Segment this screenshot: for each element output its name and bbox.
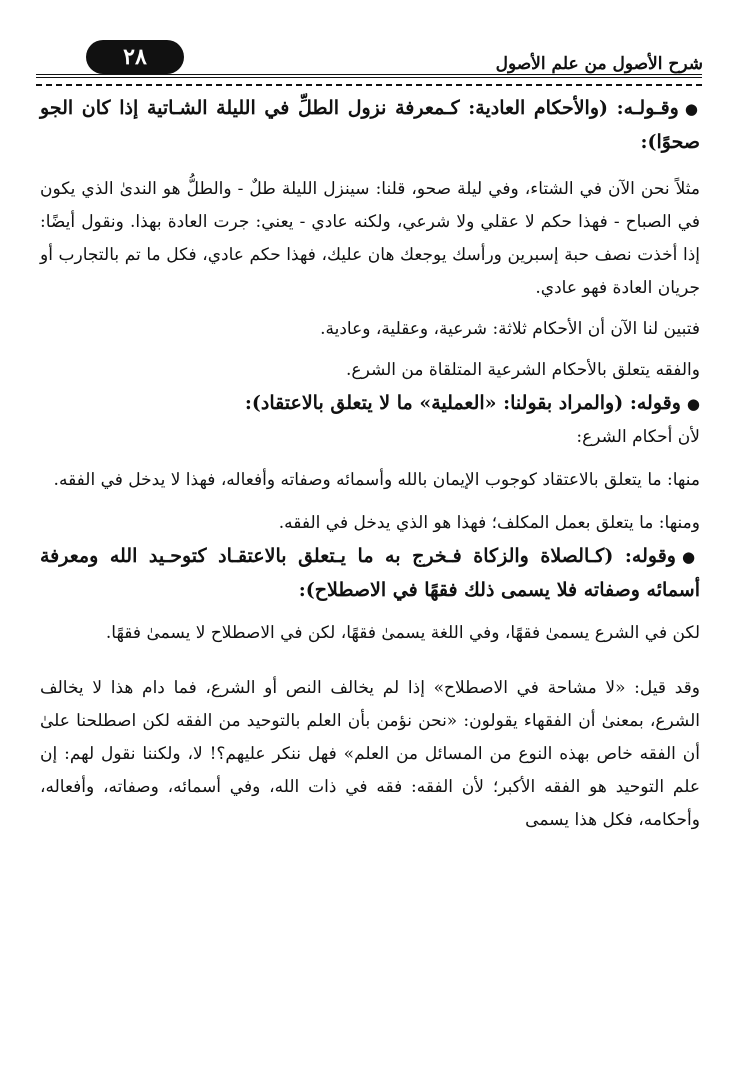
paragraph: منها: ما يتعلق بالاعتقاد كوجوب الإيمان بالله وأسمائه وصفاته وأفعاله، فهذا لا يدخل في الفقه. [53,470,700,490]
quoted-text-3: ●وقوله: (كـالصلاة والزكاة فـخرج به ما يـتعلق بالاعتقـاد كتوحـيد الله ومعرفة أسمائه وصفاته فلا يسمى ذلك فقهًا في الاصطلاح): [40,545,700,601]
paragraph: وقد قيل: «لا مشاحة في الاصطلاح» إذا لم يخالف النص أو الشرع، فما دام هذا لا يخالف الشرع، بمعنىٰ أن الفقهاء يقولون: «نحن نؤمن بأن العلم بالتوحيد من الفقه لكن اصطلحنا علىٰ أن الفقه خاص بهذه النوع من المسائل من العلم» فهل ننكر عليهم؟! لا، ولكننا نقول لهم: إن علم التوحيد هو الفقه الأكبر؛ لأن الفقه: فقه في ذات الله، وفي أسمائه، وصفاته، وأفعاله، وأحكامه، فكل هذا يسمى [40,678,700,830]
bullet-icon: ● [684,100,700,118]
paragraph: مثلاً نحن الآن في الشتاء، وفي ليلة صحو، قلنا: سينزل الليلة طلٌ - والطلُّ هو الندىٰ الذي يكون في الصباح - فهذا حكم لا عقلي ولا شرعي، ولكنه عادي - يعني: جرت العادة بهذا. ونقول أيضًا: إذا أخذت نصف حبة إسبرين ورأسك يوجعك هان عليك، فهذا حكم عادي، فكل ما تم بالتجارب أو جريان العادة فهو عادي. [40,179,700,298]
paragraph: ومنها: ما يتعلق بعمل المكلف؛ فهذا هو الذي يدخل في الفقه. [278,513,700,533]
paragraph: لأن أحكام الشرع: [576,427,700,447]
header-rule-double [36,74,702,78]
quoted-text-1: ●وقـولـه: (والأحكام العادية: كـمعرفة نزول الطلِّ في الليلة الشـاتية إذا كان الجو صحوًا): [40,97,700,153]
page-body [40,92,700,837]
quoted-text-2: ●وقوله: (والمراد بقولنا: «العملية» ما لا يتعلق بالاعتقاد): [244,392,700,414]
paragraph: فتبين لنا الآن أن الأحكام ثلاثة: شرعية، وعقلية، وعادية. [320,319,700,339]
bullet-icon: ● [686,395,700,413]
running-title: شرح الأصول من علم الأصول [495,54,703,74]
bullet-icon: ● [681,548,700,566]
paragraph: والفقه يتعلق بالأحكام الشرعية المتلقاة من الشرع. [346,360,700,380]
header-rule-dashed [36,84,702,86]
paragraph: لكن في الشرع يسمىٰ فقهًا، وفي اللغة يسمىٰ فقهًا، لكن في الاصطلاح لا يسمىٰ فقهًا. [105,623,700,643]
page-number-badge: ٢٨ [86,40,184,74]
